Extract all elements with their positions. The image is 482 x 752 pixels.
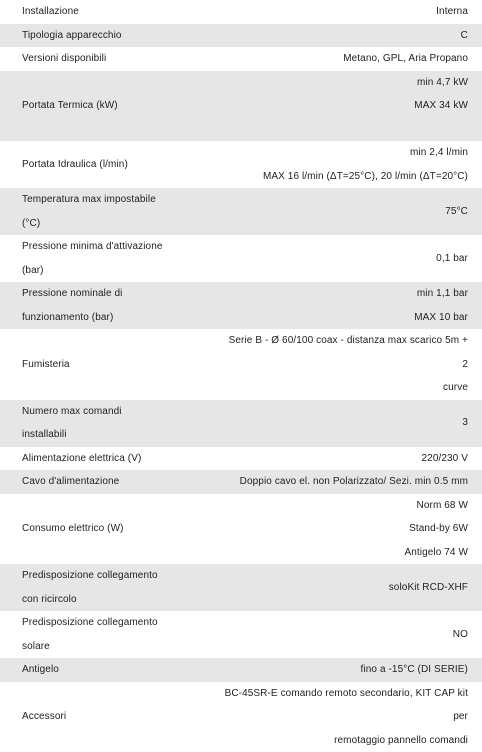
spec-row	[0, 470, 482, 494]
spec-label-line: Cavo d'alimentazione	[22, 470, 222, 494]
spec-value-line: min 2,4 l/min	[222, 141, 468, 165]
spec-value-line: soloKit RCD-XHF	[222, 576, 468, 600]
spec-value-line: NO	[222, 623, 468, 647]
spec-value-line: 220/230 V	[222, 447, 468, 471]
spec-row	[0, 400, 482, 447]
spec-value	[222, 141, 482, 188]
spec-label-line: Pressione nominale di	[22, 282, 222, 306]
spec-row	[0, 47, 482, 71]
spec-row	[0, 447, 482, 471]
spec-value-line: min 4,7 kW	[222, 71, 468, 95]
spec-value	[222, 611, 482, 658]
spec-label	[0, 24, 222, 48]
spec-label	[0, 329, 222, 400]
spec-label-line: Temperatura max impostabile	[22, 188, 222, 212]
spec-label	[0, 71, 222, 142]
spec-value-line: MAX 16 l/min (ΔT=25°C), 20 l/min (ΔT=20°C)	[222, 165, 468, 189]
spec-value	[222, 682, 482, 752]
spec-value	[222, 658, 482, 682]
spec-label-line: (°C)	[22, 212, 222, 236]
spec-value	[222, 188, 482, 235]
spec-value	[222, 71, 482, 142]
spec-value-line: 0,1 bar	[222, 247, 468, 271]
spec-value	[222, 564, 482, 611]
spec-value	[222, 0, 482, 24]
spec-label-line: funzionamento (bar)	[22, 306, 222, 330]
spec-row	[0, 71, 482, 142]
spec-row	[0, 564, 482, 611]
spec-row	[0, 494, 482, 565]
spec-value-line: remotaggio pannello comandi	[222, 729, 468, 752]
spec-label	[0, 447, 222, 471]
spec-label	[0, 0, 222, 24]
spec-value-line: fino a -15°C (DI SERIE)	[222, 658, 468, 682]
spec-label-line: Alimentazione elettrica (V)	[22, 447, 222, 471]
spec-row	[0, 282, 482, 329]
spec-value-line: 3	[222, 411, 468, 435]
spec-label	[0, 494, 222, 565]
spec-label	[0, 235, 222, 282]
spec-value-line: Metano, GPL, Aria Propano	[222, 47, 468, 71]
spec-label-line: Accessori	[22, 705, 222, 729]
spec-value	[222, 235, 482, 282]
spec-value-line: BC-45SR-E comando remoto secondario, KIT CAP kit per	[222, 682, 468, 729]
spec-row	[0, 0, 482, 24]
spec-label	[0, 400, 222, 447]
spec-label	[0, 141, 222, 188]
spec-value	[222, 400, 482, 447]
spec-value	[222, 282, 482, 329]
spec-label	[0, 682, 222, 752]
spec-value-line: Stand-by 6W	[222, 517, 468, 541]
spec-value-line: MAX 10 bar	[222, 306, 468, 330]
spec-value-line: Serie B - Ø 60/100 coax - distanza max scarico 5m + 2	[222, 329, 468, 376]
spec-row	[0, 329, 482, 400]
spec-value-line	[222, 118, 468, 142]
spec-label-line: Versioni disponibili	[22, 47, 222, 71]
spec-row	[0, 141, 482, 188]
spec-label-line: Predisposizione collegamento	[22, 611, 222, 635]
spec-label-line: solare	[22, 635, 222, 659]
spec-label-line: (bar)	[22, 259, 222, 283]
spec-label-line: installabili	[22, 423, 222, 447]
spec-value	[222, 24, 482, 48]
spec-label	[0, 282, 222, 329]
spec-value	[222, 470, 482, 494]
spec-label	[0, 658, 222, 682]
spec-value-line: min 1,1 bar	[222, 282, 468, 306]
spec-value-line: C	[222, 24, 468, 48]
spec-value-line: Norm 68 W	[222, 494, 468, 518]
spec-label	[0, 564, 222, 611]
spec-label-line: Consumo elettrico (W)	[22, 517, 222, 541]
spec-value	[222, 447, 482, 471]
spec-row	[0, 658, 482, 682]
spec-label	[0, 611, 222, 658]
spec-value	[222, 47, 482, 71]
spec-label	[0, 188, 222, 235]
spec-row	[0, 682, 482, 752]
spec-label-line: Fumisteria	[22, 353, 222, 377]
spec-label	[0, 470, 222, 494]
spec-value-line: Interna	[222, 0, 468, 24]
spec-row	[0, 611, 482, 658]
spec-label-line: Installazione	[22, 0, 222, 24]
spec-row	[0, 24, 482, 48]
spec-label-line: Tipologia apparecchio	[22, 24, 222, 48]
spec-row	[0, 235, 482, 282]
spec-label-line: con ricircolo	[22, 588, 222, 612]
spec-label-line: Portata Termica (kW)	[22, 94, 222, 118]
spec-value-line: curve	[222, 376, 468, 400]
spec-value	[222, 329, 482, 400]
spec-value-line: 75°C	[222, 200, 468, 224]
spec-value-line: MAX 34 kW	[222, 94, 468, 118]
spec-label-line: Numero max comandi	[22, 400, 222, 424]
spec-value-line: Doppio cavo el. non Polarizzato/ Sezi. min 0.5 mm	[222, 470, 468, 494]
spec-value-line: Antigelo 74 W	[222, 541, 468, 565]
spec-label	[0, 47, 222, 71]
spec-label-line: Pressione minima d'attivazione	[22, 235, 222, 259]
spec-label-line: Predisposizione collegamento	[22, 564, 222, 588]
spec-label-line: Antigelo	[22, 658, 222, 682]
spec-value	[222, 494, 482, 565]
spec-row	[0, 188, 482, 235]
spec-label-line: Portata Idraulica (l/min)	[22, 153, 222, 177]
